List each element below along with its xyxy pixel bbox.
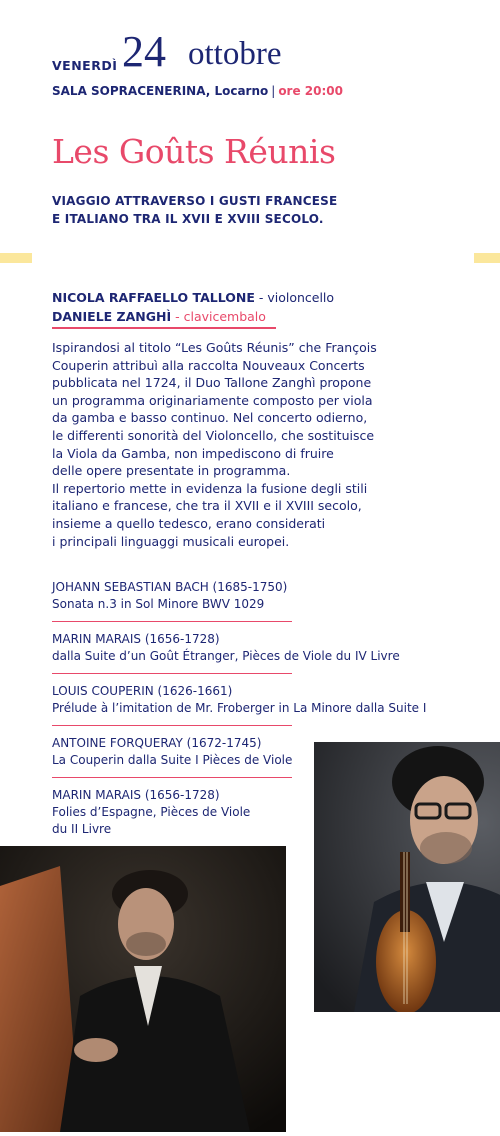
program-composer: MARIN MARAIS (1656-1728) [52,788,220,802]
subtitle-line: VIAGGIO ATTRAVERSO I GUSTI FRANCESE [52,194,338,208]
cellist-photo-illustration [314,742,500,1012]
performer [52,307,334,326]
program-divider [52,621,292,622]
program-divider [52,777,292,778]
program-item [52,631,400,665]
performers-divider [52,327,276,329]
description-line: un programma originariamente composto per viola [52,392,373,408]
venue-time-line [52,84,343,98]
decorative-band-left [0,253,32,263]
event-day: 24 [122,27,166,76]
description-line: da gamba e basso continuo. Nel concerto odierno, [52,410,368,426]
event-weekday: VENERDÌ [52,58,118,73]
description-line: le differenti sonorità del Violoncello, che sostituisce [52,427,375,443]
program-item [52,787,250,838]
subtitle-line: E ITALIANO TRA IL XVII E XVIII SECOLO. [52,212,324,226]
performer [52,288,334,307]
program-item [52,735,292,769]
description-line: Il repertorio mette in evidenza la fusione degli stili [52,480,368,496]
program-composer: JOHANN SEBASTIAN BACH (1685-1750) [52,580,288,594]
program-work: Sonata n.3 in Sol Minore BWV 1029 [52,597,265,611]
venue: SALA SOPRACENERINA, Locarno [52,84,269,98]
program-composer: ANTOINE FORQUERAY (1672-1745) [52,736,262,750]
performer-role: - violoncello [254,290,335,305]
description-line: pubblicata nel 1724, il Duo Tallone Zanghì propone [52,375,372,391]
program-work: Folies d’Espagne, Pièces de Viole [52,805,251,819]
program-composer: MARIN MARAIS (1656-1728) [52,632,220,646]
description-line: italiano e francese, che tra il XVII e il XVIII secolo, [52,498,362,514]
program-item [52,683,426,717]
program-work: La Couperin dalla Suite I Pièces de Viole [52,753,293,767]
separator: | [271,84,276,98]
description-line: Ispirandosi al titolo “Les Goûts Réunis” che François [52,340,377,355]
event-time: ore 20:00 [278,84,343,98]
concert-title: Les Goûts Réunis [52,132,336,171]
performers-list [52,288,334,326]
description-line: la Viola da Gamba, non impediscono di fruire [52,445,334,461]
cellist-photo [314,742,500,1012]
description-line: insieme a quello tedesco, erano considerati [52,515,326,531]
event-month: ottobre [188,36,282,72]
performer-role: - clavicembalo [171,309,266,324]
program-item [52,579,287,613]
harpsichordist-photo [0,846,286,1132]
decorative-band-right [474,253,500,263]
description-line: delle opere presentate in programma. [52,463,291,479]
performer-name: NICOLA RAFFAELLO TALLONE [52,290,255,305]
description-line: Couperin attribuì alla raccolta Nouveaux Concerts [52,357,365,373]
concert-subtitle [52,192,472,228]
concert-description [52,339,492,550]
program-composer: LOUIS COUPERIN (1626-1661) [52,684,233,698]
harpsichordist-photo-illustration [0,846,286,1132]
performer-name: DANIELE ZANGHÌ [52,309,172,324]
description-line: i principali linguaggi musicali europei. [52,533,290,549]
program-work: Prélude à l’imitation de Mr. Froberger in La Minore dalla Suite I [52,701,427,715]
program-divider [52,725,292,726]
program-divider [52,673,292,674]
program-work: du II Livre [52,822,112,836]
program-work: dalla Suite d’un Goût Étranger, Pièces de Viole du IV Livre [52,649,400,663]
